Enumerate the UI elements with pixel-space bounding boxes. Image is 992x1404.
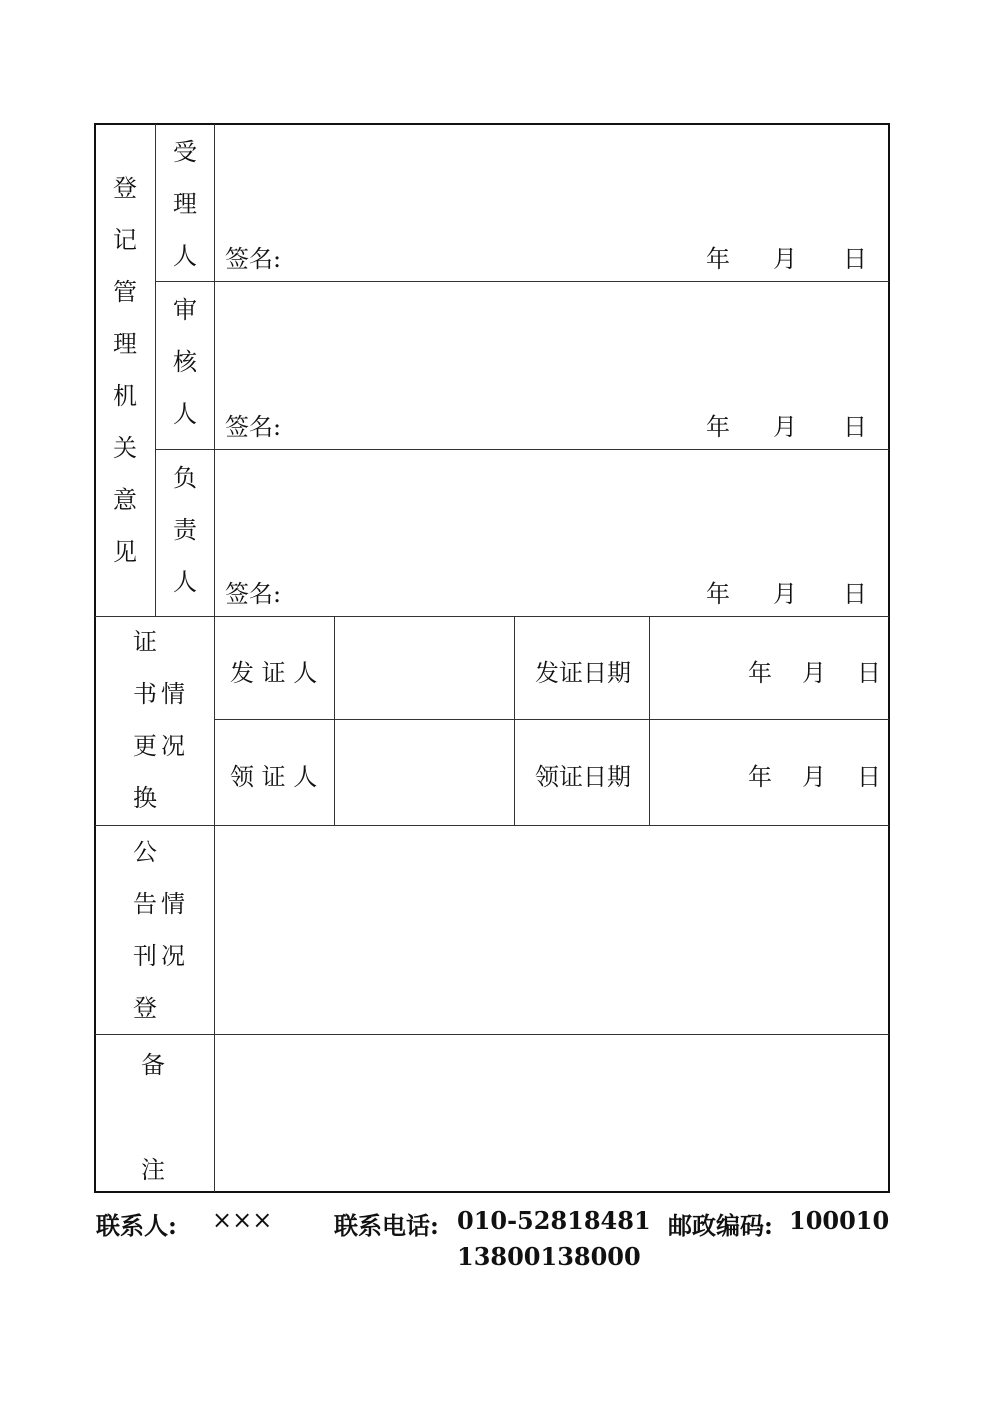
opinion-section-title <box>110 162 140 578</box>
signature-label: 签名: <box>225 245 282 273</box>
title-char: 情 <box>161 680 185 708</box>
issue-date-label: 发证日期 <box>535 659 631 687</box>
role-char: 受 <box>173 138 197 166</box>
grid-line <box>155 449 889 450</box>
issue-day-label: 日 <box>857 659 881 687</box>
role-char: 人 <box>173 568 197 596</box>
role-char: 人 <box>173 242 197 270</box>
remarks-title-bottom: 注 <box>141 1156 165 1184</box>
receive-month-label: 月 <box>802 763 826 791</box>
grid-line <box>155 281 889 282</box>
phone-label: 联系电话: <box>334 1211 439 1240</box>
grid-line <box>214 124 215 1192</box>
role-char: 理 <box>173 190 197 218</box>
month-label: 月 <box>773 245 797 273</box>
title-char: 情 <box>161 890 185 918</box>
receive-date-label: 领证日期 <box>535 763 631 791</box>
role-char: 人 <box>173 400 197 428</box>
role-char: 审 <box>173 296 197 324</box>
grid-line <box>514 617 515 825</box>
role-char: 核 <box>173 348 197 376</box>
title-char: 登 <box>133 994 157 1022</box>
receive-day-label: 日 <box>857 763 881 791</box>
postcode-value: 100010 <box>789 1206 890 1235</box>
opinion-title-char: 意 <box>113 486 137 514</box>
contact-value: ××× <box>212 1206 273 1234</box>
title-char: 况 <box>161 732 185 760</box>
grid-line <box>334 617 335 825</box>
receive-year-label: 年 <box>748 763 772 791</box>
title-char: 更 <box>133 732 157 760</box>
opinion-title-char: 见 <box>113 538 137 566</box>
issue-month-label: 月 <box>802 659 826 687</box>
title-char: 书 <box>133 680 157 708</box>
month-label: 月 <box>773 580 797 608</box>
role-char: 责 <box>173 516 197 544</box>
opinion-title-char: 机 <box>113 382 137 410</box>
signature-label: 签名: <box>225 580 282 608</box>
contact-label: 联系人: <box>96 1211 177 1240</box>
grid-line <box>155 124 156 616</box>
receiver-label: 领 证 人 <box>230 763 318 791</box>
opinion-role-label <box>170 284 200 440</box>
opinion-title-char: 登 <box>113 174 137 202</box>
year-label: 年 <box>706 580 730 608</box>
title-char: 证 <box>133 628 157 656</box>
phone-value: 010-52818481 <box>457 1206 651 1235</box>
opinion-role-label <box>170 452 200 608</box>
grid-line <box>95 825 889 826</box>
issue-year-label: 年 <box>748 659 772 687</box>
year-label: 年 <box>706 413 730 441</box>
opinion-title-char: 关 <box>113 434 137 462</box>
day-label: 日 <box>843 245 867 273</box>
opinion-title-char: 理 <box>113 330 137 358</box>
certificate-title-col2 <box>158 668 188 772</box>
postcode-label: 邮政编码: <box>668 1211 773 1240</box>
title-char: 告 <box>133 890 157 918</box>
title-char: 刊 <box>133 942 157 970</box>
phone-value-2: 13800138000 <box>457 1242 641 1271</box>
opinion-title-char: 记 <box>113 226 137 254</box>
grid-line <box>214 719 889 720</box>
role-char: 负 <box>173 464 197 492</box>
certificate-title-col1 <box>130 616 160 824</box>
opinion-role-label <box>170 126 200 282</box>
day-label: 日 <box>843 413 867 441</box>
publication-title-col2 <box>158 878 188 982</box>
publication-title-col1 <box>130 826 160 1034</box>
issuer-label: 发 证 人 <box>230 659 318 687</box>
grid-line <box>95 1034 889 1035</box>
remarks-title-top: 备 <box>141 1051 165 1079</box>
title-char: 况 <box>161 942 185 970</box>
signature-label: 签名: <box>225 413 282 441</box>
month-label: 月 <box>773 413 797 441</box>
title-char: 换 <box>133 784 157 812</box>
grid-line <box>95 616 889 617</box>
year-label: 年 <box>706 245 730 273</box>
grid-line <box>649 617 650 825</box>
opinion-title-char: 管 <box>113 278 137 306</box>
title-char: 公 <box>133 838 157 866</box>
day-label: 日 <box>843 580 867 608</box>
